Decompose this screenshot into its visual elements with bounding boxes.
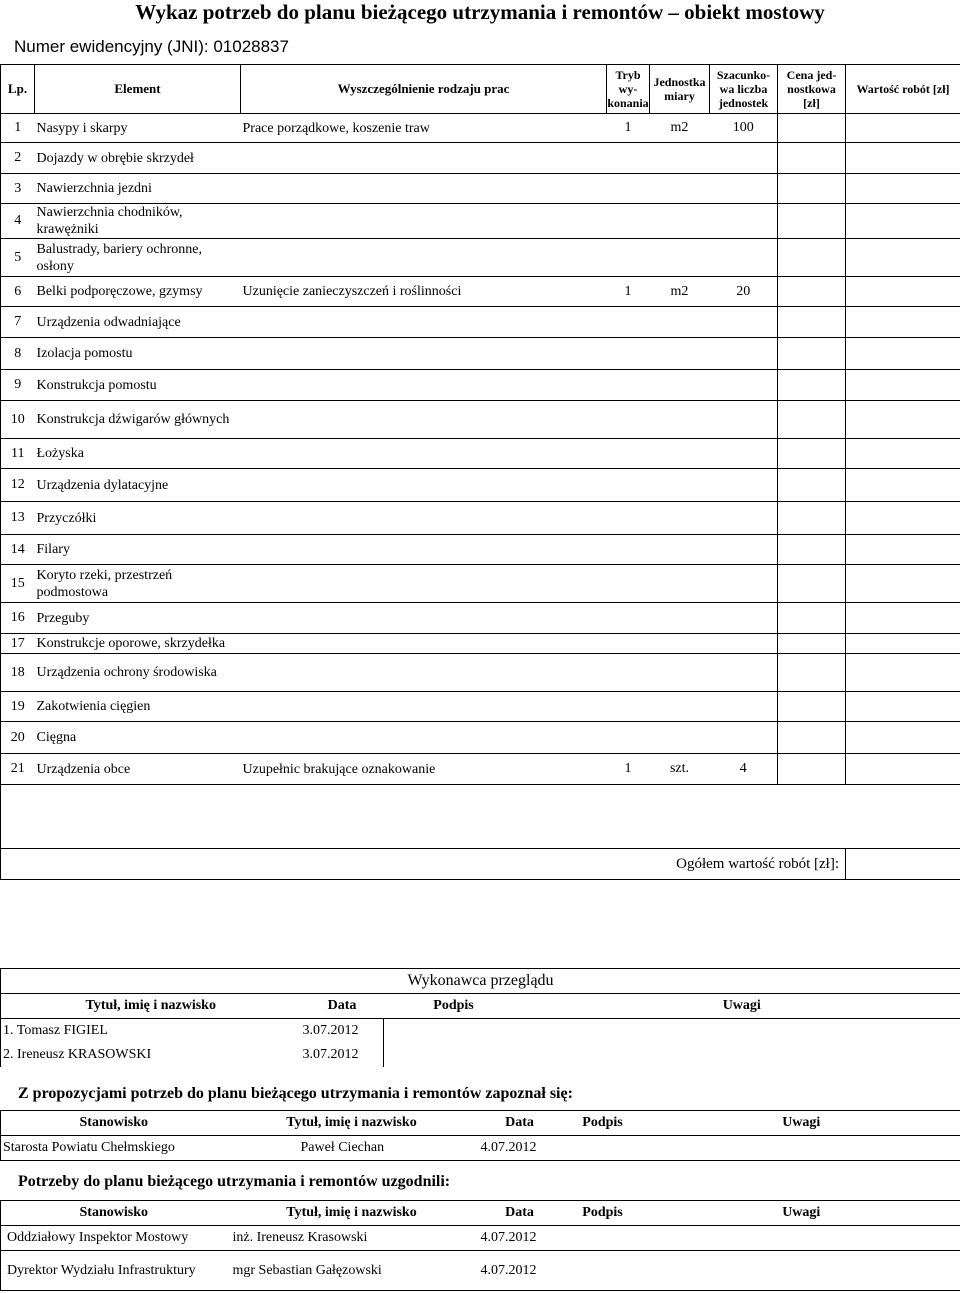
row-price [778, 114, 846, 143]
row-qty [710, 143, 778, 174]
row-price [778, 535, 846, 565]
row-mode [607, 439, 650, 469]
row-lp: 11 [1, 439, 35, 469]
row-unit [650, 603, 710, 634]
table-row [1, 469, 960, 502]
table-row [1, 307, 960, 338]
inspection-header-date: Data [301, 994, 384, 1019]
row-element: Urządzenia obce [35, 754, 241, 785]
row-value [846, 603, 960, 634]
row-mode [607, 565, 650, 603]
table-row [1, 439, 960, 469]
header-mode: Tryb wy-konania [607, 65, 650, 114]
row-work: Uzupełnic brakujące oznakowanie [241, 754, 607, 785]
agreed-name: mgr Sebastian Gałęzowski [227, 1251, 477, 1291]
agreed-header-notes: Uwagi [643, 1201, 960, 1226]
row-value [846, 401, 960, 439]
row-price [778, 204, 846, 239]
spacer-row [1, 785, 960, 849]
row-work [241, 634, 607, 654]
row-value [846, 654, 960, 692]
row-price [778, 307, 846, 338]
row-lp: 18 [1, 654, 35, 692]
row-unit [650, 439, 710, 469]
row-lp: 9 [1, 370, 35, 401]
table-row [1, 535, 960, 565]
table-row [1, 722, 960, 754]
row-element: Izolacja pomostu [35, 338, 241, 370]
row-value [846, 565, 960, 603]
row-mode [607, 469, 650, 502]
row-lp: 20 [1, 722, 35, 754]
table-row [1, 338, 960, 370]
row-qty [710, 603, 778, 634]
row-element: Konstrukcja dźwigarów głównych [35, 401, 241, 439]
row-lp: 6 [1, 277, 35, 307]
row-price [778, 401, 846, 439]
total-label: Ogółem wartość robót [zł]: [1, 849, 846, 880]
agreed-date: 4.07.2012 [477, 1226, 563, 1251]
agreed-table [0, 1200, 960, 1291]
row-work: Uzunięcie zanieczyszczeń i roślinności [241, 277, 607, 307]
row-work [241, 370, 607, 401]
row-price [778, 239, 846, 277]
row-value [846, 634, 960, 654]
row-lp: 3 [1, 174, 35, 204]
empty-area [1, 785, 960, 849]
row-value [846, 502, 960, 535]
row-unit [650, 502, 710, 535]
row-unit [650, 338, 710, 370]
row-qty [710, 204, 778, 239]
document-title: Wykaz potrzeb do planu bieżącego utrzymania i remontów – obiekt mostowy [135, 0, 825, 24]
row-element: Nawierzchnia jezdni [35, 174, 241, 204]
row-unit [650, 469, 710, 502]
row-unit: szt. [650, 754, 710, 785]
ack-date: 4.07.2012 [477, 1136, 563, 1161]
row-work [241, 603, 607, 634]
row-mode [607, 239, 650, 277]
row-qty [710, 174, 778, 204]
row-mode [607, 692, 650, 722]
row-price [778, 439, 846, 469]
row-unit [650, 401, 710, 439]
table-row [1, 634, 960, 654]
row-value [846, 239, 960, 277]
inspection-date: 3.07.2012 [301, 1019, 384, 1044]
row-qty: 100 [710, 114, 778, 143]
row-value [846, 307, 960, 338]
row-qty [710, 239, 778, 277]
row-lp: 21 [1, 754, 35, 785]
row-element: Konstrukcje oporowe, skrzydełka [35, 634, 241, 654]
row-unit [650, 307, 710, 338]
ack-header-name: Tytuł, imię i nazwisko [227, 1111, 477, 1136]
ack-header-position: Stanowisko [1, 1111, 227, 1136]
row-price [778, 565, 846, 603]
header-work: Wyszczególnienie rodzaju prac [241, 65, 607, 114]
row-work [241, 535, 607, 565]
row-element: Belki podporęczowe, gzymsy [35, 277, 241, 307]
row-qty [710, 502, 778, 535]
inspection-header-sign: Podpis [384, 994, 524, 1019]
table-row [1, 143, 960, 174]
inspection-header-notes: Uwagi [524, 994, 960, 1019]
row-element: Dojazdy w obrębie skrzydeł [35, 143, 241, 174]
agreed-heading: Potrzeby do planu bieżącego utrzymania i remontów uzgodnili: [18, 1173, 451, 1190]
row-lp: 19 [1, 692, 35, 722]
row-qty: 20 [710, 277, 778, 307]
row-price [778, 502, 846, 535]
row-value [846, 204, 960, 239]
row-value [846, 692, 960, 722]
row-element: Koryto rzeki, przestrzeń podmostowa [35, 565, 241, 603]
row-element: Urządzenia odwadniające [35, 307, 241, 338]
row-element: Urządzenia ochrony środowiska [35, 654, 241, 692]
row-value [846, 277, 960, 307]
ack-position: Starosta Powiatu Chełmskiego [1, 1136, 227, 1161]
row-work [241, 502, 607, 535]
row-value [846, 370, 960, 401]
row-unit [650, 143, 710, 174]
row-qty [710, 634, 778, 654]
inspection-date: 3.07.2012 [301, 1043, 384, 1067]
table-row [1, 114, 960, 143]
table-row [1, 502, 960, 535]
table-row [1, 370, 960, 401]
row-lp: 15 [1, 565, 35, 603]
row-lp: 4 [1, 204, 35, 239]
inspector-name: 2. Ireneusz KRASOWSKI [1, 1043, 301, 1067]
row-qty [710, 692, 778, 722]
row-qty [710, 722, 778, 754]
row-qty [710, 370, 778, 401]
row-price [778, 370, 846, 401]
row-unit [650, 692, 710, 722]
row-element: Filary [35, 535, 241, 565]
row-element: Balustrady, bariery ochronne, osłony [35, 239, 241, 277]
table-row [1, 1251, 960, 1291]
row-mode [607, 204, 650, 239]
row-work [241, 338, 607, 370]
row-unit [650, 239, 710, 277]
row-work [241, 722, 607, 754]
row-value [846, 535, 960, 565]
agreed-header-date: Data [477, 1201, 563, 1226]
row-price [778, 634, 846, 654]
row-lp: 17 [1, 634, 35, 654]
jni-number: Numer ewidencyjny (JNI): 01028837 [14, 37, 289, 56]
header-element: Element [35, 65, 241, 114]
table-row [1, 401, 960, 439]
works-table [0, 64, 960, 880]
row-price [778, 692, 846, 722]
row-element: Zakotwienia cięgien [35, 692, 241, 722]
row-lp: 5 [1, 239, 35, 277]
total-value [846, 849, 960, 880]
table-row [1, 692, 960, 722]
row-unit [650, 174, 710, 204]
row-work [241, 307, 607, 338]
row-unit [650, 634, 710, 654]
row-unit [650, 370, 710, 401]
row-unit [650, 654, 710, 692]
row-lp: 16 [1, 603, 35, 634]
inspection-table [0, 968, 960, 1067]
total-row [1, 849, 960, 880]
row-value [846, 114, 960, 143]
row-work [241, 401, 607, 439]
row-mode [607, 401, 650, 439]
table-row [1, 565, 960, 603]
table-row [1, 603, 960, 634]
table-row [1, 1043, 960, 1067]
table-row [1, 204, 960, 239]
inspection-header-name: Tytuł, imię i nazwisko [1, 994, 301, 1019]
row-work [241, 239, 607, 277]
inspector-name: 1. Tomasz FIGIEL [1, 1019, 301, 1044]
table-row [1, 1019, 960, 1044]
row-element: Przyczółki [35, 502, 241, 535]
row-lp: 14 [1, 535, 35, 565]
row-work [241, 204, 607, 239]
row-mode [607, 307, 650, 338]
row-price [778, 143, 846, 174]
row-unit [650, 204, 710, 239]
table-header-row [1, 65, 960, 114]
row-mode: 1 [607, 277, 650, 307]
row-price [778, 722, 846, 754]
row-work [241, 692, 607, 722]
row-element: Urządzenia dylatacyjne [35, 469, 241, 502]
row-work [241, 565, 607, 603]
row-work [241, 174, 607, 204]
row-mode [607, 338, 650, 370]
row-lp: 10 [1, 401, 35, 439]
row-element: Nawierzchnia chodników, krawężniki [35, 204, 241, 239]
header-value: Wartość robót [zł] [846, 65, 960, 114]
row-mode [607, 174, 650, 204]
row-unit [650, 722, 710, 754]
row-lp: 1 [1, 114, 35, 143]
row-qty: 4 [710, 754, 778, 785]
agreed-name: inż. Ireneusz Krasowski [227, 1226, 477, 1251]
row-element: Łożyska [35, 439, 241, 469]
acknowledged-table [0, 1110, 960, 1161]
row-qty [710, 654, 778, 692]
ack-header-sign: Podpis [563, 1111, 643, 1136]
header-qty: Szacunko-wa liczba jednostek [710, 65, 778, 114]
header-lp: Lp. [1, 65, 35, 114]
works-table-body [1, 114, 960, 880]
row-unit [650, 565, 710, 603]
row-unit [650, 535, 710, 565]
row-value [846, 722, 960, 754]
table-row [1, 654, 960, 692]
row-mode [607, 603, 650, 634]
row-qty [710, 565, 778, 603]
agreed-position: Dyrektor Wydziału Infrastruktury [1, 1251, 227, 1291]
row-element: Nasypy i skarpy [35, 114, 241, 143]
row-mode [607, 370, 650, 401]
agreed-position: Oddziałowy Inspektor Mostowy [1, 1226, 227, 1251]
row-qty [710, 338, 778, 370]
row-work [241, 654, 607, 692]
row-work [241, 439, 607, 469]
table-row [1, 754, 960, 785]
row-work [241, 469, 607, 502]
row-value [846, 338, 960, 370]
row-lp: 8 [1, 338, 35, 370]
table-row [1, 239, 960, 277]
table-row [1, 1136, 960, 1161]
table-row [1, 174, 960, 204]
row-mode [607, 722, 650, 754]
row-qty [710, 401, 778, 439]
row-mode: 1 [607, 754, 650, 785]
header-price: Cena jed-nostkowa [zł] [778, 65, 846, 114]
ack-header-date: Data [477, 1111, 563, 1136]
row-qty [710, 469, 778, 502]
agreed-date: 4.07.2012 [477, 1251, 563, 1291]
row-lp: 12 [1, 469, 35, 502]
row-mode [607, 634, 650, 654]
row-qty [710, 535, 778, 565]
row-unit: m2 [650, 114, 710, 143]
row-price [778, 469, 846, 502]
row-element: Przeguby [35, 603, 241, 634]
agreed-header-sign: Podpis [563, 1201, 643, 1226]
row-work: Prace porządkowe, koszenie traw [241, 114, 607, 143]
row-mode [607, 654, 650, 692]
row-price [778, 654, 846, 692]
row-value [846, 469, 960, 502]
agreed-header-position: Stanowisko [1, 1201, 227, 1226]
row-value [846, 143, 960, 174]
row-qty [710, 307, 778, 338]
row-lp: 13 [1, 502, 35, 535]
row-mode [607, 502, 650, 535]
inspection-title: Wykonawca przeglądu [1, 969, 960, 994]
ack-header-notes: Uwagi [643, 1111, 960, 1136]
row-value [846, 174, 960, 204]
ack-name: Paweł Ciechan [227, 1136, 477, 1161]
acknowledged-heading: Z propozycjami potrzeb do planu bieżącego utrzymania i remontów zapoznał się: [18, 1085, 573, 1102]
row-mode [607, 143, 650, 174]
row-qty [710, 439, 778, 469]
row-lp: 2 [1, 143, 35, 174]
row-work [241, 143, 607, 174]
header-unit: Jednostka miary [650, 65, 710, 114]
row-mode [607, 535, 650, 565]
row-price [778, 754, 846, 785]
row-unit: m2 [650, 277, 710, 307]
row-mode: 1 [607, 114, 650, 143]
row-lp: 7 [1, 307, 35, 338]
row-value [846, 754, 960, 785]
row-value [846, 439, 960, 469]
table-row [1, 1226, 960, 1251]
row-price [778, 603, 846, 634]
agreed-header-name: Tytuł, imię i nazwisko [227, 1201, 477, 1226]
row-price [778, 174, 846, 204]
row-price [778, 277, 846, 307]
row-price [778, 338, 846, 370]
row-element: Cięgna [35, 722, 241, 754]
row-element: Konstrukcja pomostu [35, 370, 241, 401]
table-row [1, 277, 960, 307]
